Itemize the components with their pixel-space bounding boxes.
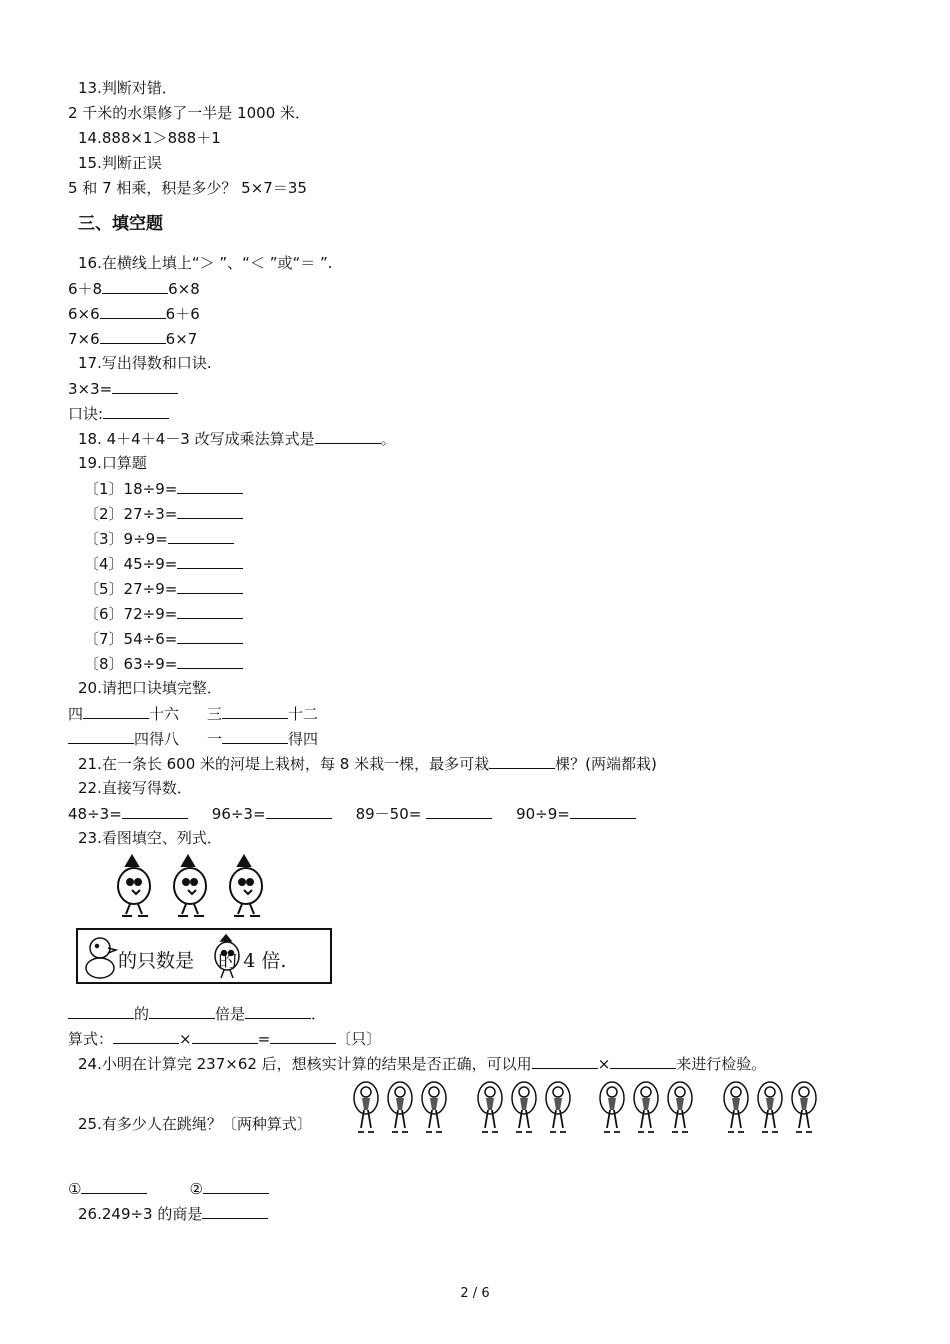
answer-blank[interactable] [177, 503, 243, 519]
jumper-icon [546, 1082, 570, 1132]
answer-blank[interactable] [112, 378, 178, 394]
answer-blank[interactable] [192, 1028, 258, 1044]
chick-icon [174, 856, 206, 916]
q15-title: 15.判断正误 [78, 154, 162, 172]
answer-blank[interactable] [177, 478, 243, 494]
chick-icon [118, 856, 150, 916]
jumper-icon [634, 1082, 658, 1132]
answer-blank[interactable] [202, 1203, 268, 1219]
q16-row: 6×6 6＋6 [68, 305, 200, 323]
q19-item: 〔6〕72÷9= [84, 603, 243, 624]
q23-title: 23.看图填空、列式． [78, 829, 222, 847]
jumper-icon [422, 1082, 446, 1132]
q16-row: 7×6 6×7 [68, 330, 198, 348]
q26: 26.249÷3 的商是 [78, 1203, 268, 1224]
q20-title: 20.请把口诀填完整． [78, 679, 222, 697]
q14-title: 14.888×1＞888＋1 [78, 129, 221, 147]
q19-item: 〔3〕9÷9= [84, 528, 234, 549]
jumper-icon [724, 1082, 748, 1132]
q23-formula: 算式： × = 〔只〕 [68, 1030, 382, 1048]
answer-blank[interactable] [103, 403, 169, 419]
answer-blank[interactable] [245, 1003, 311, 1019]
answer-blank[interactable] [149, 1003, 215, 1019]
q21: 21.在一条长 600 米的河堤上栽树，每 8 米栽一棵，最多可栽 棵？(两端都栽) [78, 755, 657, 773]
q19-title: 19.口算题 [78, 454, 147, 472]
answer-blank[interactable] [532, 1053, 598, 1069]
answer-blank[interactable] [203, 1178, 269, 1194]
jump-rope-illustration [352, 1080, 822, 1140]
q22-title: 22.直接写得数． [78, 779, 192, 797]
q15-body: 5 和 7 相乘，积是多少？ 5×7＝35 [68, 179, 307, 197]
q19-item: 〔8〕63÷9= [84, 653, 243, 674]
q20-row: 四得八 一 得四 [68, 728, 318, 749]
answer-blank[interactable] [177, 628, 243, 644]
answer-blank[interactable] [100, 303, 166, 319]
q23-line: 的 倍是 ． [68, 1003, 326, 1024]
answer-blank[interactable] [570, 803, 636, 819]
answer-blank[interactable] [266, 803, 332, 819]
q25-answers: ① ② [68, 1178, 269, 1199]
chicks-illustration [108, 852, 278, 922]
jumper-icon [354, 1082, 378, 1132]
answer-blank[interactable] [489, 753, 555, 769]
section-heading: 三、填空题 [78, 214, 163, 234]
jumper-icon [388, 1082, 412, 1132]
answer-blank[interactable] [270, 1028, 336, 1044]
jumper-icon [600, 1082, 624, 1132]
q17-expr: 3×3= [68, 378, 178, 399]
answer-blank[interactable] [222, 703, 288, 719]
q13-title: 13.判断对错． [78, 79, 177, 97]
page-number: 2 / 6 [460, 1286, 490, 1301]
q22-items: 48÷3= 96÷3= 89－50= 90÷9= [68, 803, 636, 824]
q19-item: 〔4〕45÷9= [84, 553, 243, 574]
jumper-icon [512, 1082, 536, 1132]
answer-blank[interactable] [100, 328, 166, 344]
answer-blank[interactable] [222, 728, 288, 744]
answer-blank[interactable] [426, 803, 492, 819]
q17-title: 17.写出得数和口诀. [78, 354, 212, 372]
q19-item: 〔1〕18÷9= [84, 478, 243, 499]
jumper-icon [668, 1082, 692, 1132]
jumper-icon [758, 1082, 782, 1132]
q20-row: 四 十六 三 十二 [68, 705, 319, 723]
answer-blank[interactable] [168, 528, 234, 544]
q25-title: 25.有多少人在跳绳？〔两种算式〕 [78, 1115, 312, 1133]
chick-icon [230, 856, 262, 916]
answer-blank[interactable] [177, 553, 243, 569]
duckling-icon [82, 932, 122, 980]
answer-blank[interactable] [68, 728, 134, 744]
q16-row: 6＋8 6×8 [68, 280, 200, 298]
q16-title: 16.在横线上填上“＞ ”、“＜ ”或“＝ ”. [78, 254, 333, 272]
q17-mnemonic: 口诀: [68, 403, 169, 424]
answer-blank[interactable] [113, 1028, 179, 1044]
answer-blank[interactable] [315, 428, 381, 444]
answer-blank[interactable] [81, 1178, 147, 1194]
q18: 18. 4＋4＋4－3 改写成乘法算式是 。 [78, 430, 396, 448]
q19-item: 〔2〕27÷3= [84, 503, 243, 524]
answer-blank[interactable] [177, 578, 243, 594]
q19-item: 〔5〕27÷9= [84, 578, 243, 599]
q19-item: 〔7〕54÷6= [84, 628, 243, 649]
answer-blank[interactable] [610, 1053, 676, 1069]
answer-blank[interactable] [68, 1003, 134, 1019]
jumper-icon [792, 1082, 816, 1132]
answer-blank[interactable] [83, 703, 149, 719]
answer-blank[interactable] [102, 278, 168, 294]
answer-blank[interactable] [122, 803, 188, 819]
answer-blank[interactable] [177, 603, 243, 619]
q24: 24.小明在计算完 237×62 后，想核实计算的结果是否正确，可以用 × 来进行检验。 [78, 1055, 767, 1073]
box-caption: 的只数是 的 4 倍. [118, 950, 287, 972]
answer-blank[interactable] [177, 653, 243, 669]
q13-body: 2 千米的水渠修了一半是 1000 米． [68, 104, 311, 122]
jumper-icon [478, 1082, 502, 1132]
